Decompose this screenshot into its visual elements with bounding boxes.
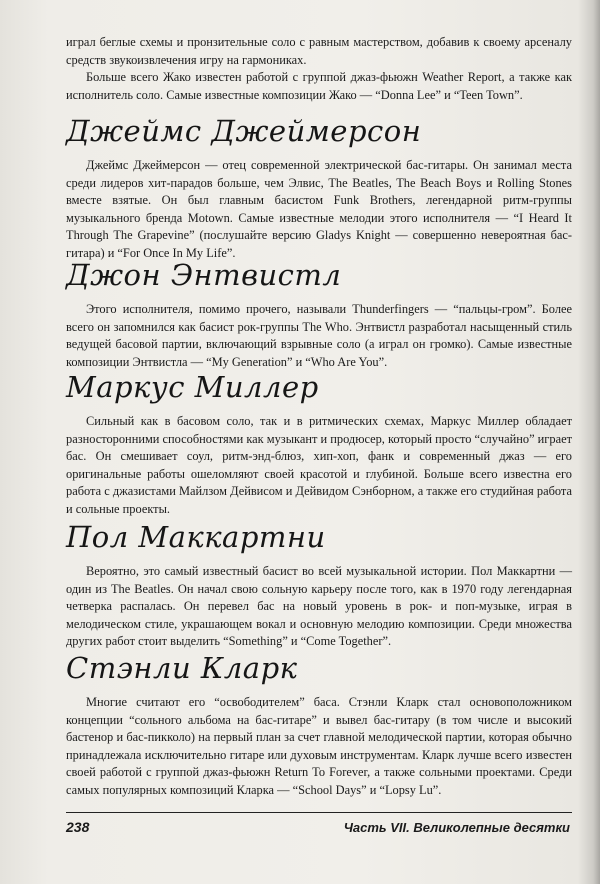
section-clarke xyxy=(66,651,572,800)
intro-block xyxy=(66,34,572,104)
page-number: 238 xyxy=(66,819,90,835)
section-text: Многие считают его “освободителем” баса. Стэнли Кларк стал основоположником концепции “сольного альбома на бас-гитаре” и вывел бас-гитару (в том числе и высокий бастенор и бас-пикколо) на первый план за счет главной мелодической партии, которая обычно принадлежала исключительно гитаре или духовым инструментам. Кларк лучше всего известен своей работой с группой джаз-фьюжн Return To Forever, а также сольными проектами. Среди самых популярных композиций Кларка — “School Days” и “Lopsy Lu”. xyxy=(66,695,572,797)
section-heading: Джеймс Джеймерсон xyxy=(66,114,422,148)
section-miller xyxy=(66,370,572,519)
section-mccartney xyxy=(66,520,572,651)
intro-paragraph-2: Больше всего Жако известен работой с группой джаз-фьюжн Weather Report, а также как исполнитель соло. Самые известные композиции Жако — “Donna Lee” и “Teen Town”. xyxy=(66,70,572,102)
section-entwistle xyxy=(66,258,572,371)
section-heading: Стэнли Кларк xyxy=(66,651,298,685)
section-jamerson xyxy=(66,114,572,263)
intro-paragraph-1: играл беглые схемы и пронзительные соло с равным мастерством, добавив к своему арсеналу средств звукоизвлечения игру на гармониках. xyxy=(66,35,572,67)
page-spine-shadow xyxy=(578,0,600,884)
section-text: Вероятно, это самый известный басист во всей музыкальной истории. Пол Маккартни — один из The Beatles. Он начал свою сольную карьеру после того, как в 1970 году легендарная четверка распалась. Он перевел бас на новый уровень в рок- и поп-музыке, играя в мелодическом стиле, украшающем вокал и основную мелодию композиции. Среди множества других работ стоит выделить “Something” и “Come Together”. xyxy=(66,564,572,649)
section-heading: Джон Энтвистл xyxy=(66,258,342,292)
section-text: Этого исполнителя, помимо прочего, называли Thunderfingers — “пальцы-гром”. Более всего он запомнился как басист рок-группы The Who. Энтвистл разработал насыщенный стиль ведущей басовой партии, включающий взрывные соло (а играл он громко). Самые известные композиции Энтвистла — “My Generation” и “Who Are You”. xyxy=(66,302,572,369)
chapter-title: Часть VII. Великолепные десятки xyxy=(343,820,570,835)
section-text: Сильный как в басовом соло, так и в ритмических схемах, Маркус Миллер обладает разносторонними способностями как музыкант и продюсер, который просто “случайно” играет бас. Он смешивает соул, ритм-энд-блюз, хип-хоп, фанк и современный джаз — его оригинальные работы ошеломляют своей красотой и глубиной. Больше всего известна его работа с джазистами Майлзом Дейвисом и Дейвидом Сэнборном, а также его студийная работа и сольные проекты. xyxy=(66,414,572,516)
section-text: Джеймс Джеймерсон — отец современной электрической бас-гитары. Он занимал места среди лидеров хит-парадов больше, чем Элвис, The Beatles, The Beach Boys и Rolling Stones вместе взятые. Он был главным басистом Funk Brothers, легендарной ритм-группы музыкального бренда Motown. Самые известные мелодии этого исполнителя — “I Heard It Through The Grapevine” (послушайте версию Gladys Knight — совершенно невероятная бас-гитара) и “For Once In My Life”. xyxy=(66,158,572,260)
page-footer xyxy=(66,812,572,839)
section-heading: Пол Маккартни xyxy=(66,520,326,554)
section-heading: Маркус Миллер xyxy=(66,370,319,404)
